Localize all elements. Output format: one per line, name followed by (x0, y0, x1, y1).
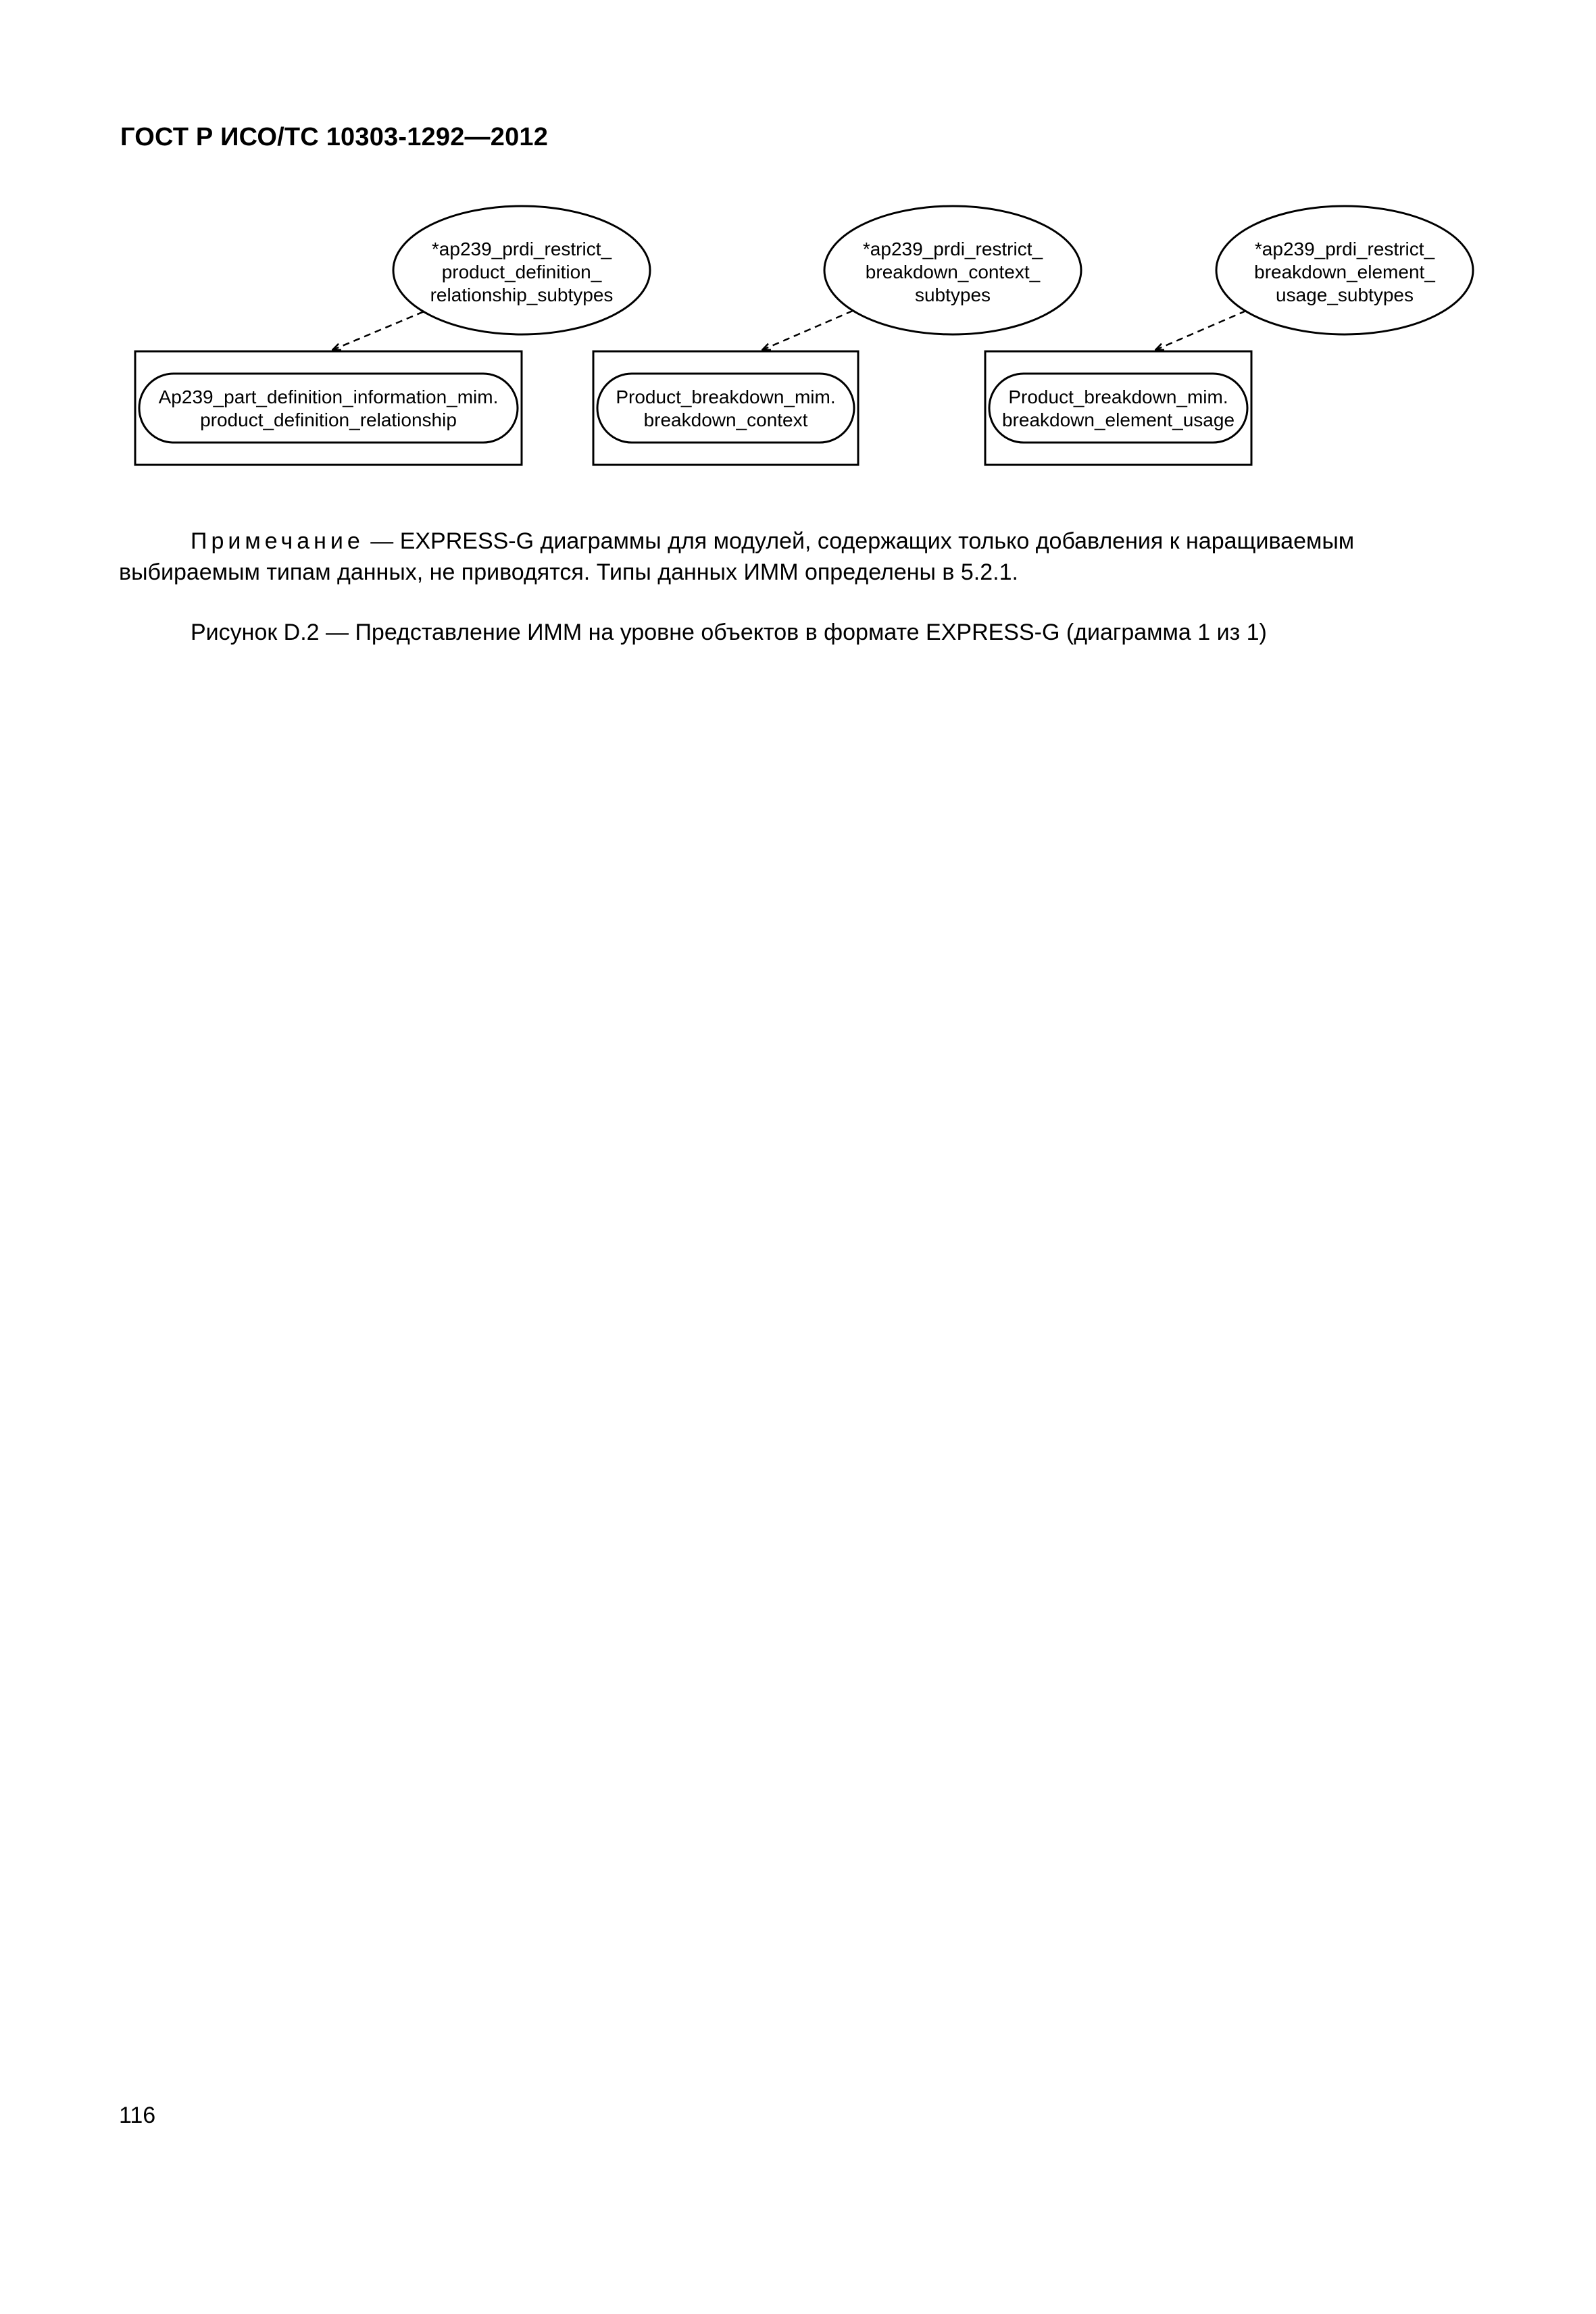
note-paragraph (119, 526, 1478, 588)
express-g-diagram (0, 0, 1596, 513)
entity-1-line-1: Ap239_part_definition_information_mim. (158, 386, 499, 407)
select-type-2-line-2: breakdown_context_ (865, 261, 1041, 282)
relationship-line-3 (1155, 311, 1246, 350)
select-type-1-line-1: *ap239_prdi_restrict_ (431, 238, 612, 259)
select-type-3-line-2: breakdown_element_ (1254, 261, 1435, 282)
page-number: 116 (119, 2103, 156, 2128)
document-header: ГОСТ Р ИСО/ТС 10303-1292—2012 (120, 123, 549, 151)
note-text-line-1: — EXPRESS-G диаграммы для модулей, содержащих только добавления к наращиваемым (364, 528, 1355, 554)
select-type-3-line-1: *ap239_prdi_restrict_ (1254, 238, 1435, 259)
select-type-node-3 (1216, 206, 1473, 334)
entity-2-line-1: Product_breakdown_mim. (616, 386, 836, 407)
entity-2-line-2: breakdown_context (643, 409, 808, 430)
relationship-line-2 (762, 311, 853, 350)
select-type-1-line-2: product_definition_ (441, 261, 602, 282)
entity-3-line-2: breakdown_element_usage (1001, 409, 1235, 430)
entity-node-1 (135, 351, 522, 465)
select-type-node-1 (393, 206, 650, 334)
select-type-2-line-1: *ap239_prdi_restrict_ (862, 238, 1043, 259)
select-type-3-line-3: usage_subtypes (1276, 284, 1414, 305)
note-label: Примечание (191, 528, 364, 554)
select-type-2-line-3: subtypes (914, 284, 991, 305)
select-type-1-line-3: relationship_subtypes (430, 284, 614, 305)
entity-3-line-1: Product_breakdown_mim. (1008, 386, 1228, 407)
relationship-line-1 (332, 311, 426, 350)
note-text-line-2: выбираемым типам данных, не приводятся. Типы данных ИММ определены в 5.2.1. (119, 559, 1018, 585)
note-line-1 (119, 526, 1478, 557)
entity-node-2 (593, 351, 858, 465)
entity-1-line-2: product_definition_relationship (200, 409, 457, 430)
select-type-node-2 (824, 206, 1081, 334)
entity-node-3 (985, 351, 1251, 465)
figure-caption: Рисунок D.2 — Представление ИММ на уровне объектов в формате EXPRESS-G (диаграмма 1 из 1) (191, 620, 1267, 645)
